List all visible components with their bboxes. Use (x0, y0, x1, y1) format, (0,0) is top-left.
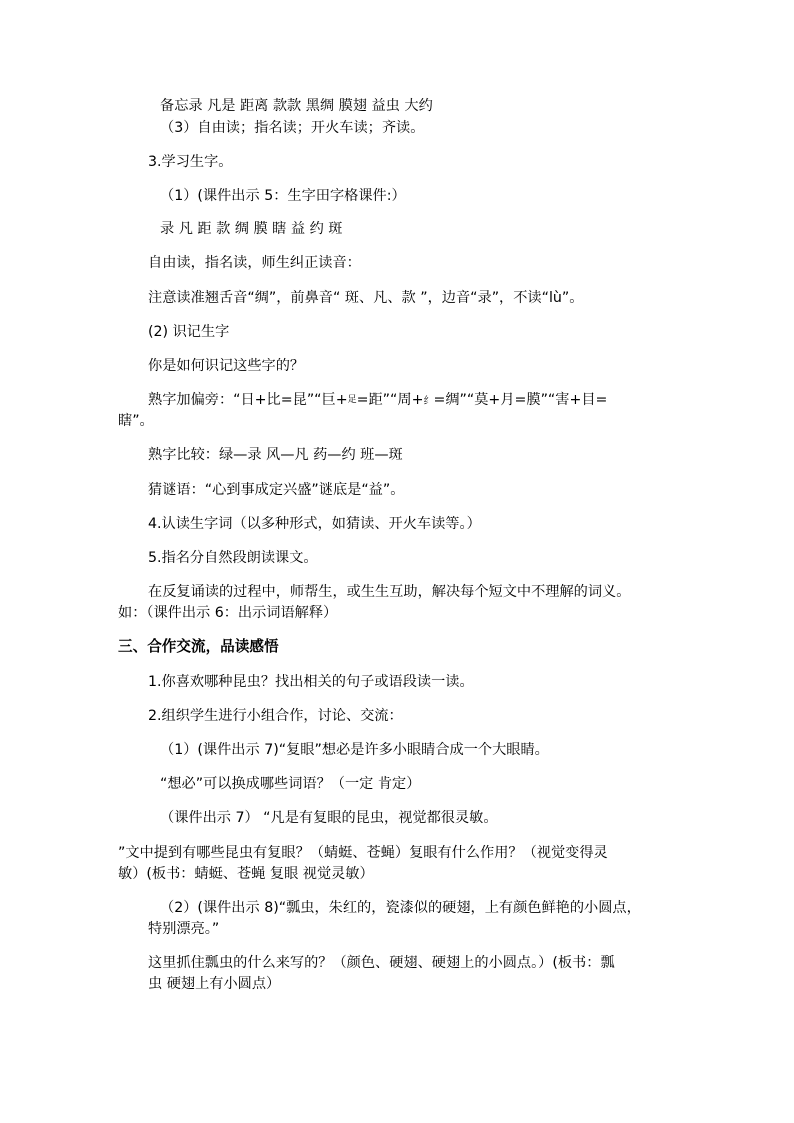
ladybug-question: 这里抓住瓢虫的什么来写的？（颜色、硬翅、硬翅上的小圆点。）(板书：瓢 (148, 955, 615, 971)
compound-eye-question: ”文中提到有哪些昆虫有复眼？（蜻蜓、苍蝇）复眼有什么作用？（视觉变得灵 (118, 845, 608, 861)
radical-addition-part1: 熟字加偏旁：“日+比=昆”“巨+ (148, 392, 348, 408)
memorize-heading: (2) 识记生字 (148, 324, 230, 340)
new-characters: 录 凡 距 款 绸 膜 瞎 益 约 斑 (160, 221, 343, 237)
repeated-reading-line: 在反复诵读的过程中，师帮生，或生生互助，解决每个短文中不理解的词义。 (148, 584, 631, 600)
radical-foot-glyph: 足 (347, 395, 357, 405)
step-4-line: 4.认读生字词（以多种形式，如猜读、开火车读等。） (148, 516, 481, 532)
radical-silk-glyph: 纟 (423, 396, 434, 407)
radical-addition-part3: =绸”“莫+月=膜”“害+目= (433, 392, 608, 408)
compound-eye-line: （1）(课件出示 7)“复眼”想必是许多小眼睛合成一个大眼睛。 (160, 742, 549, 758)
radical-addition-line (148, 390, 607, 412)
riddle-line: 猜谜语：“心到事成定兴盛”谜底是“益”。 (148, 482, 405, 498)
character-comparison: 熟字比较：绿—录 风—凡 药—约 班—斑 (148, 447, 403, 463)
step-3-heading: 3.学习生字。 (148, 154, 233, 170)
pronunciation-note: 注意读准翘舌音“绸”，前鼻音“ 斑、凡、款 ”，边音“录”，不读“lù”。 (148, 290, 584, 306)
question-2-line: 2.组织学生进行小组合作，讨论、交流： (148, 708, 403, 724)
memorize-question: 你是如何识记这些字的？ (148, 358, 305, 374)
synonym-question: “想必”可以换成哪些词语？（一定 肯定） (160, 776, 421, 792)
question-1-line: 1.你喜欢哪种昆虫？找出相关的句子或语段读一读。 (148, 674, 474, 690)
ladybug-quote: （2）(课件出示 8)“瓢虫，朱红的，瓷漆似的硬翅，上有颜色鲜艳的小圆点， (160, 900, 641, 916)
radical-addition-part2: =距”“周+ (356, 392, 424, 408)
ladybug-quote-continued: 特别漂亮。” (148, 921, 220, 937)
compound-eye-board-note: 敏）(板书：蜻蜓、苍蝇 复眼 视觉灵敏） (118, 866, 374, 882)
reading-steps: （3）自由读；指名读；开火车读；齐读。 (160, 120, 425, 136)
step-5-line: 5.指名分自然段朗读课文。 (148, 550, 318, 566)
section-3-heading: 三、合作交流，品读感悟 (118, 638, 279, 655)
courseware-5-note: （1）(课件出示 5：生字田字格课件:） (160, 188, 406, 204)
ladybug-board-note: 虫 硬翅上有小圆点） (148, 976, 281, 992)
courseware-6-note: 如：（课件出示 6：出示词语解释） (118, 605, 338, 621)
vocab-list: 备忘录 凡是 距离 款款 黑绸 膜翅 益虫 大约 (160, 98, 433, 114)
courseware-7-quote: （课件出示 7） “凡是有复眼的昆虫，视觉都很灵敏。 (160, 810, 498, 826)
radical-addition-continued: 瞎”。 (118, 413, 154, 429)
reading-instruction: 自由读，指名读，师生纠正读音： (148, 255, 361, 271)
